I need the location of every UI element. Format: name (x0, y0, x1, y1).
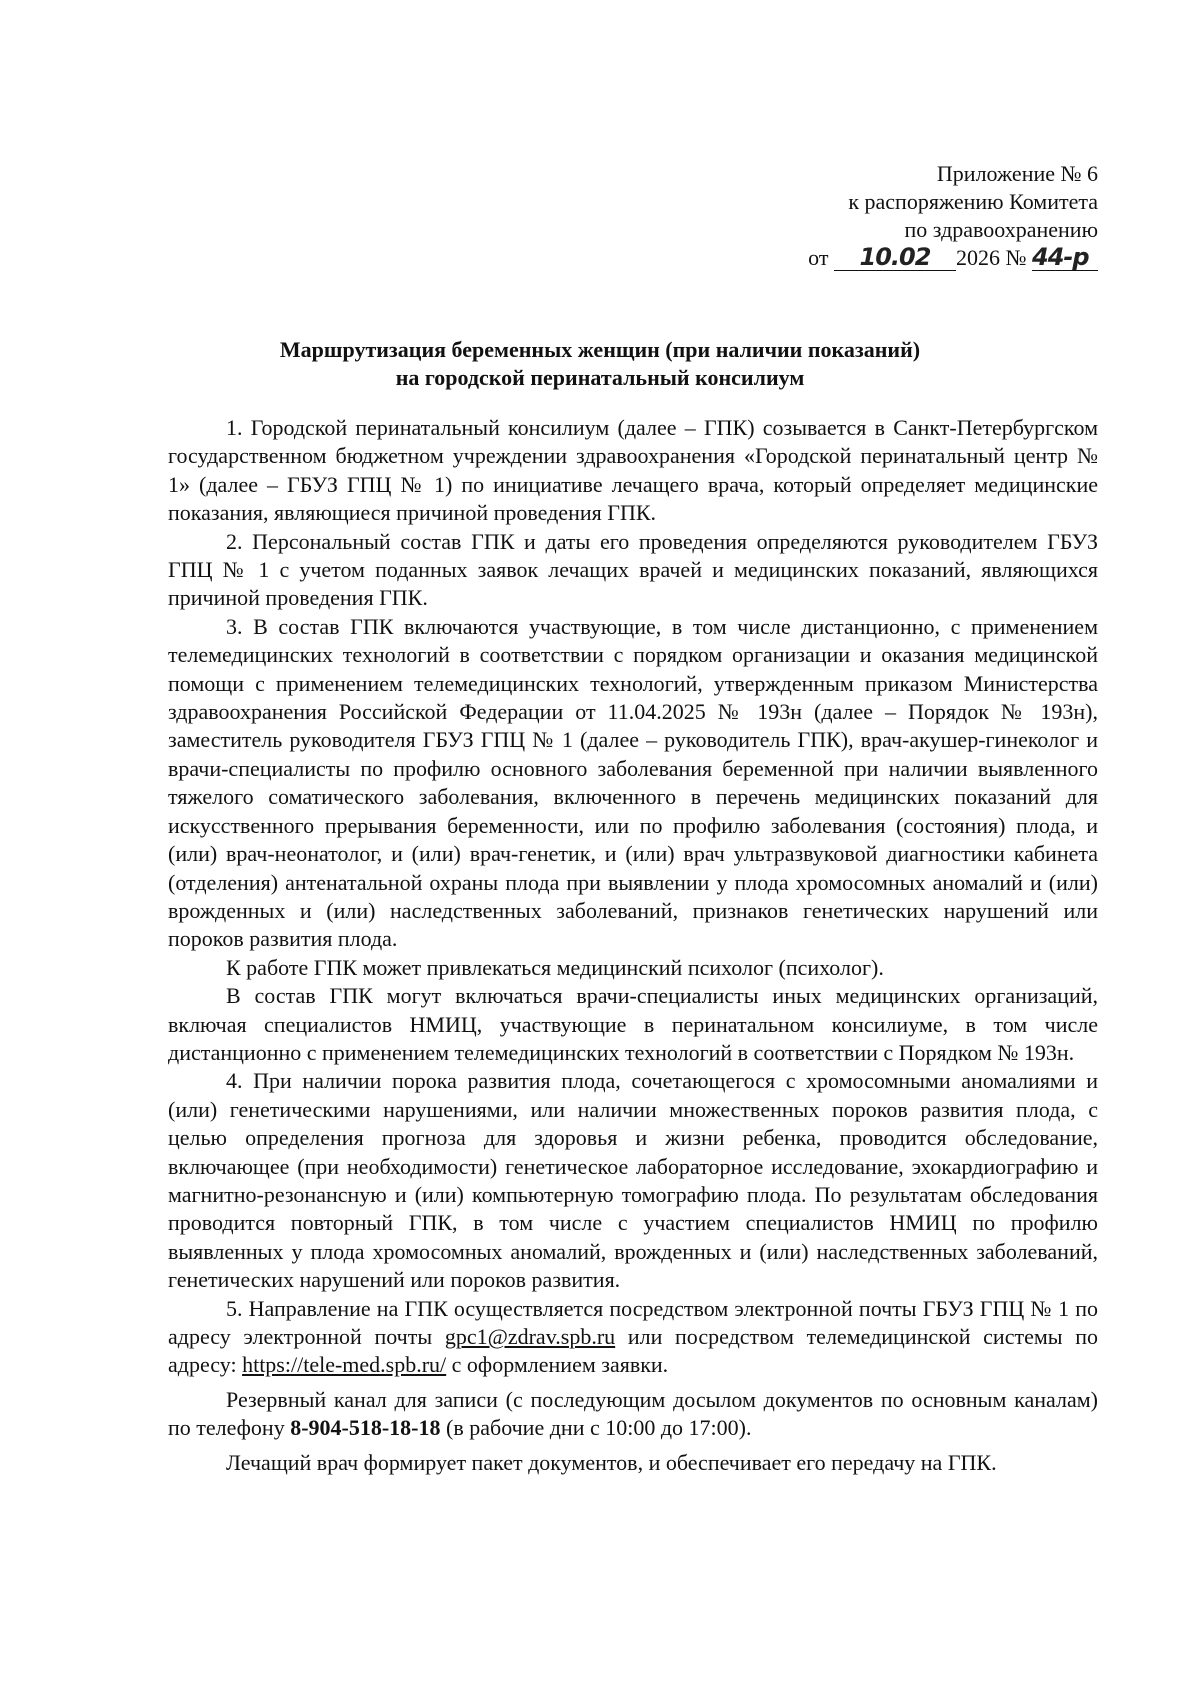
paragraph-8 (168, 1386, 1098, 1443)
paragraph-9: Лечащий врач формирует пакет документов, и обеспечивает его передачу на ГПК. (226, 1449, 997, 1475)
document-title (170, 336, 1030, 392)
order-reference: к распоряжению Комитета (848, 189, 1098, 214)
handwritten-number: 44-р (1032, 243, 1089, 271)
number-field (1032, 245, 1098, 271)
date-field (834, 245, 956, 271)
paragraph-2: 2. Персональный состав ГПК и даты его проведения определяются руководителем ГБУЗ ГПЦ № 1 с учетом поданных заявок лечащих врачей и медицинских показаний, являющихся причиной проведения ГПК. (168, 528, 1098, 611)
paragraph-3: 3. В состав ГПК включаются участвующие, в том числе дистанционно, с применением телемедицинских технологий в соответствии с порядком организации и оказания медицинской помощи с применением телемедицинских технологий, утвержденным приказом Министерства здравоохранения Российской Федерации от 11.04.2025 № 193н (далее – Порядок № 193н), заместитель руководителя ГБУЗ ГПЦ № 1 (далее – руководитель ГПК), врач-акушер-гинеколог и врачи-специалисты по профилю основного заболевания беременной при наличии выявленного тяжелого соматического заболевания, включенного в перечень медицинских показаний для искусственного прерывания беременности, или по профилю заболевания (состояния) плода, и (или) врач-неонатолог, и (или) врач-генетик, и (или) врач ультразвуковой диагностики кабинета (отделения) антенатальной охраны плода при выявлении у плода хромосомных аномалий и (или) врожденных и (или) наследственных заболеваний, признаков генетических нарушений или пороков развития плода. (168, 613, 1098, 952)
telemed-url-link[interactable]: https://tele-med.spb.ru/ (242, 1352, 447, 1378)
phone-number: 8-904-518-18-18 (290, 1415, 441, 1441)
document-body (168, 414, 1098, 1477)
paragraph-7-text-b: или посредством телемедицинской системы по адресу: (168, 1324, 1098, 1378)
paragraph-7-text-c: с оформлением заявки. (446, 1352, 669, 1378)
email-link[interactable]: gpc1@zdrav.spb.ru (444, 1324, 616, 1349)
paragraph-5: В состав ГПК могут включаться врачи-специалисты иных медицинских организаций, включая специалистов НМИЦ, участвующие в перинатальном консилиуме, в том числе дистанционно с применением телемедицинских технологий в соответствии с Порядком № 193н. (168, 983, 1098, 1065)
appendix-number: Приложение № 6 (936, 161, 1098, 186)
paragraph-1: 1. Городской перинатальный консилиум (далее – ГПК) созывается в Санкт-Петербургском государственном бюджетном учреждении здравоохранения «Городской перинатальный центр № 1» (далее – ГБУЗ ГПЦ № 1) по инициативе лечащего врача, который определяет медицинские показания, являющиеся причиной проведения ГПК. (168, 415, 1098, 526)
paragraph-7-text-a: 5. Направление на ГПК осуществляется посредством электронной почты ГБУЗ ГПЦ № 1 по адресу электронной почты (168, 1295, 1098, 1349)
date-prefix: от (808, 245, 829, 270)
year-and-number-label: 2026 № (956, 245, 1027, 270)
handwritten-date: 10.02 (859, 243, 931, 271)
paragraph-8-text-b: (в рабочие дни с 10:00 до 17:00). (440, 1415, 752, 1441)
appendix-header (538, 160, 1098, 272)
paragraph-7 (168, 1295, 1098, 1380)
paragraph-4: К работе ГПК может привлекаться медицинский психолог (психолог). (226, 954, 884, 980)
title-line-2: на городской перинатальный консилиум (395, 365, 805, 390)
title-line-1: Маршрутизация беременных женщин (при наличии показаний) (279, 337, 921, 362)
paragraph-6: 4. При наличии порока развития плода, сочетающегося с хромосомными аномалиями и (или) генетическими нарушениями, или наличии множественных пороков развития плода, с целью определения прогноза для здоровья и жизни ребенка, проводится обследование, включающее (при необходимости) генетическое лабораторное исследование, эхокардиографию и магнитно-резонансную и (или) компьютерную томографию плода. По результатам обследования проводится повторный ГПК, в том числе с участием специалистов НМИЦ по профилю выявленных у плода хромосомных аномалий, врожденных и (или) наследственных заболеваний, генетических нарушений или пороков развития. (168, 1068, 1098, 1293)
committee-name: по здравоохранению (904, 217, 1098, 242)
order-date-line (538, 244, 1098, 272)
paragraph-8-text-a: Резервный канал для записи (с последующим досылом документов по основным каналам) по телефону (168, 1386, 1098, 1441)
